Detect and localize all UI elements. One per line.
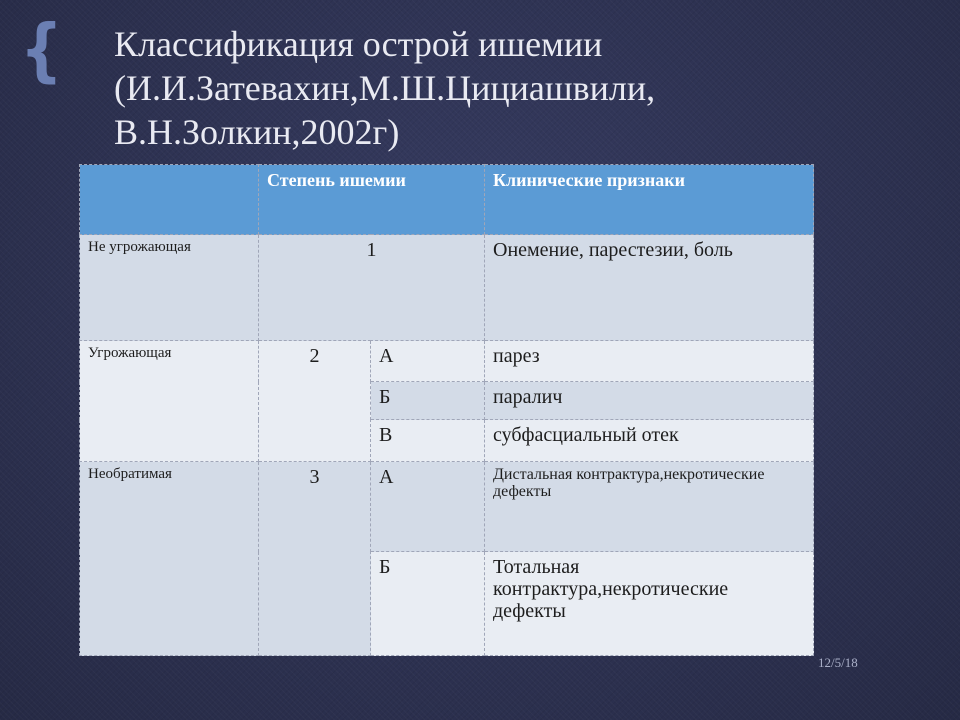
- subdegree-cell: В: [371, 420, 485, 462]
- title-line-2: (И.И.Затевахин,М.Ш.Цициашвили,: [114, 68, 656, 108]
- table-row: [80, 462, 814, 552]
- brace-ornament: {: [20, 9, 63, 91]
- header-cell-degree: Степень ишемии: [259, 165, 485, 235]
- sign-cell: Дистальная контрактура,некротические дефекты: [485, 462, 814, 552]
- subdegree-cell: Б: [371, 552, 485, 656]
- ischemia-classification-table: [79, 164, 814, 656]
- degree-cell: 1: [259, 235, 485, 341]
- table-header-row: [80, 165, 814, 235]
- header-cell-empty: [80, 165, 259, 235]
- category-cell: Необратимая: [80, 462, 259, 656]
- table-row: [80, 235, 814, 341]
- category-cell: Угрожающая: [80, 341, 259, 462]
- sign-cell: Тотальная контрактура,некротические дефекты: [485, 552, 814, 656]
- sign-cell: Онемение, парестезии, боль: [485, 235, 814, 341]
- subdegree-cell: А: [371, 341, 485, 382]
- category-cell: Не угрожающая: [80, 235, 259, 341]
- slide-title: [114, 22, 914, 154]
- slide-date: 12/5/18: [818, 655, 858, 670]
- title-line-3: В.Н.Золкин,2002г): [114, 112, 400, 152]
- sign-cell: парез: [485, 341, 814, 382]
- subdegree-cell: Б: [371, 382, 485, 420]
- degree-cell: 2: [259, 341, 371, 462]
- sign-cell: паралич: [485, 382, 814, 420]
- degree-cell: 3: [259, 462, 371, 656]
- subdegree-cell: А: [371, 462, 485, 552]
- sign-cell: субфасциальный отек: [485, 420, 814, 462]
- title-line-1: Классификация острой ишемии: [114, 24, 603, 64]
- table-row: [80, 341, 814, 382]
- header-cell-signs: Клинические признаки: [485, 165, 814, 235]
